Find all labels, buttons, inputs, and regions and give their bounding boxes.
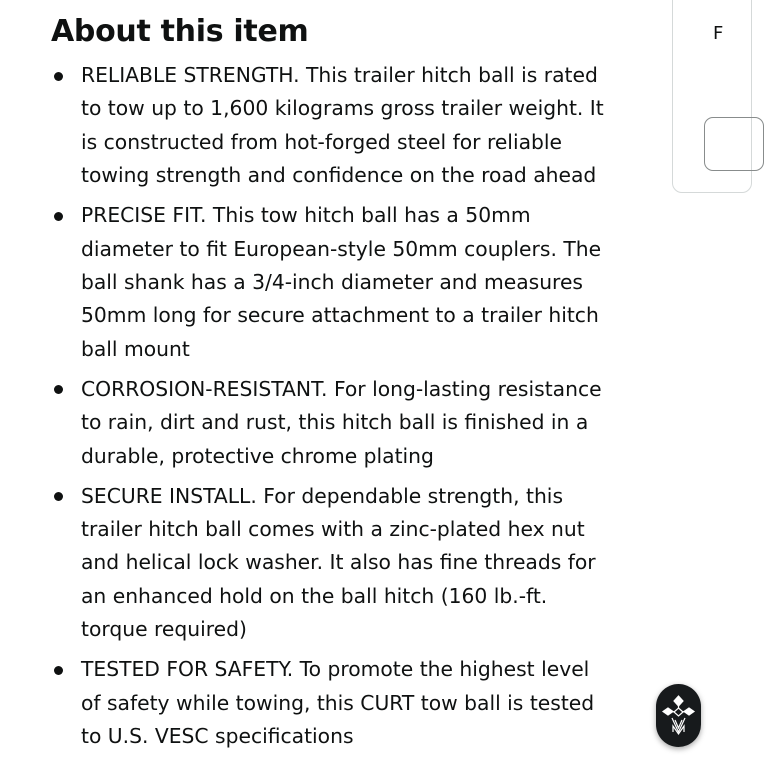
bullet-line: ball mount [81, 336, 190, 361]
bullet-line: is constructed from hot-forged steel for reliable [81, 129, 562, 154]
bullet-line: towing strength and confidence on the road ahead [81, 163, 597, 188]
bullet-line: SECURE INSTALL. For dependable strength, this [81, 483, 564, 508]
floating-assistant-button[interactable] [656, 684, 701, 747]
feature-bullet [0, 480, 650, 647]
bullet-line: to U.S. VESC specifications [81, 724, 354, 749]
feature-bullet [0, 373, 650, 473]
feature-bullet [0, 653, 650, 753]
bullet-line: of safety while towing, this CURT tow ball is tested [81, 690, 595, 715]
bullet-line: durable, protective chrome plating [81, 443, 434, 468]
buy-box-label: F [713, 23, 724, 44]
feature-bullet-list [0, 59, 650, 760]
bullet-line: RELIABLE STRENGTH. This trailer hitch ball is rated [81, 63, 598, 87]
bullet-dot-icon [54, 385, 63, 394]
bullet-dot-icon [54, 666, 63, 675]
bullet-line: trailer hitch ball comes with a zinc-plated hex nut [81, 517, 585, 542]
bullet-line: TESTED FOR SAFETY. To promote the highest level [81, 657, 590, 682]
feature-bullet [0, 199, 650, 366]
bullet-line: an enhanced hold on the ball hitch (160 lb.-ft. [81, 583, 548, 608]
bullet-line: ball shank has a 3/4-inch diameter and measures [81, 270, 583, 295]
buy-box-button[interactable] [704, 117, 764, 171]
bullet-line: torque required) [81, 617, 247, 642]
feature-bullet [0, 59, 650, 193]
bullet-line: diameter to fit European-style 50mm couplers. The [81, 236, 602, 261]
bullet-line: and helical lock washer. It also has fine threads for [81, 550, 596, 575]
about-heading: About this item [51, 14, 309, 49]
bullet-dot-icon [54, 212, 63, 221]
bullet-line: to tow up to 1,600 kilograms gross trailer weight. It [81, 96, 604, 121]
bullet-line: 50mm long for secure attachment to a trailer hitch [81, 303, 599, 328]
bullet-dot-icon [54, 492, 63, 501]
diamond-logo-icon [656, 684, 701, 747]
bullet-line: PRECISE FIT. This tow hitch ball has a 50mm [81, 203, 531, 228]
bullet-line: to rain, dirt and rust, this hitch ball is finished in a [81, 410, 589, 435]
buy-box-panel [672, 0, 752, 193]
bullet-dot-icon [54, 72, 63, 81]
bullet-line: CORROSION-RESISTANT. For long-lasting resistance [81, 376, 602, 401]
